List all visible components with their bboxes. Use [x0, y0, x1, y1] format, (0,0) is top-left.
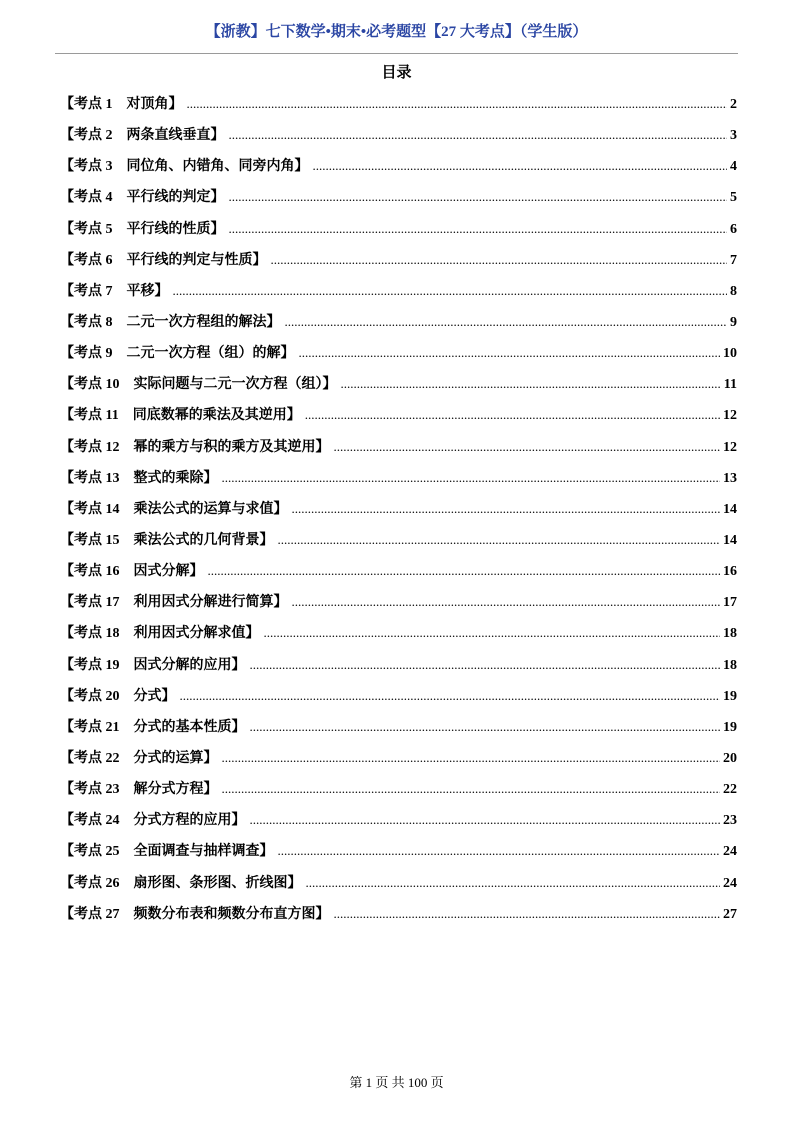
- toc-entry[interactable]: [60, 181, 737, 212]
- toc-entry-label: 【考点 11: [60, 408, 119, 424]
- toc-entry-page-number: 2: [730, 97, 737, 112]
- toc-entry[interactable]: [60, 524, 737, 555]
- toc-dot-leader: [250, 804, 721, 835]
- toc-entry-title: 幂的乘方与积的乘方及其逆用】: [133, 439, 330, 455]
- toc-entry[interactable]: [60, 711, 737, 742]
- toc-entry-label: 【考点 17: [60, 595, 120, 611]
- toc-dot-leader: [306, 867, 721, 898]
- toc-entry-label: 【考点 25: [60, 844, 120, 860]
- toc-entry-label: 【考点 13: [60, 470, 120, 486]
- toc-dot-leader: [285, 306, 728, 337]
- toc-entry-label: 【考点 27: [60, 906, 120, 922]
- toc-dot-leader: [250, 711, 721, 742]
- toc-entry-title: 平行线的判定与性质】: [126, 252, 267, 268]
- toc-entry[interactable]: [60, 150, 737, 181]
- toc-entry-title: 平行线的性质】: [126, 221, 225, 237]
- toc-entry-page-number: 12: [723, 439, 737, 455]
- toc-entry[interactable]: [60, 493, 737, 524]
- toc-entry-label: 【考点 14: [60, 501, 120, 517]
- toc-entry-title: 整式的乘除】: [133, 470, 218, 486]
- toc-entry-label: 【考点 19: [60, 657, 120, 673]
- toc-entry-label: 【考点 12: [60, 439, 120, 455]
- toc-dot-leader: [229, 213, 728, 244]
- toc-entry-label: 【考点 7: [60, 283, 113, 299]
- toc-entry-page-number: 6: [730, 221, 737, 237]
- toc-entry[interactable]: [60, 399, 737, 430]
- toc-entry-title: 解分式方程】: [133, 782, 218, 798]
- toc-entry-page-number: 17: [723, 595, 737, 611]
- toc-entry-title: 频数分布表和频数分布直方图】: [133, 906, 330, 922]
- toc-dot-leader: [292, 493, 721, 524]
- toc-entry-label: 【考点 26: [60, 875, 120, 891]
- toc-entry-page-number: 19: [723, 719, 737, 735]
- toc-entry-label: 【考点 2: [60, 128, 113, 144]
- toc-entry[interactable]: [60, 773, 737, 804]
- toc-entry-title: 两条直线垂直】: [126, 128, 225, 144]
- toc-entry-label: 【考点 20: [60, 688, 120, 704]
- toc-dot-leader: [341, 368, 721, 399]
- toc-heading: 目录: [381, 65, 412, 81]
- toc-dot-leader: [222, 773, 721, 804]
- toc-entry-label: 【考点 9: [60, 346, 113, 362]
- toc-entry-page-number: 19: [723, 688, 737, 704]
- toc-entry-title: 利用因式分解求值】: [133, 626, 260, 642]
- toc-entry-title: 因式分解的应用】: [133, 657, 246, 673]
- toc-entry[interactable]: [60, 306, 737, 337]
- toc-dot-leader: [229, 181, 728, 212]
- toc-dot-leader: [250, 649, 721, 680]
- toc-dot-leader: [180, 680, 721, 711]
- toc-entry-label: 【考点 18: [60, 626, 120, 642]
- toc-entry[interactable]: [60, 431, 737, 462]
- toc-entry-title: 对顶角】: [126, 97, 183, 112]
- toc-entry[interactable]: [60, 119, 737, 150]
- toc-entry-title: 同底数幂的乘法及其逆用】: [132, 408, 301, 424]
- toc-entry-title: 分式的基本性质】: [133, 719, 246, 735]
- toc-entry-page-number: 18: [723, 657, 737, 673]
- toc-entry-label: 【考点 1: [60, 97, 113, 112]
- toc-entry-title: 乘法公式的运算与求值】: [133, 501, 288, 517]
- toc-dot-leader: [292, 586, 721, 617]
- toc-entry[interactable]: [60, 213, 737, 244]
- document-header-title: 【浙教】七下数学•期末•必考题型【27 大考点】（学生版）: [205, 24, 588, 40]
- toc-entry-title: 分式方程的应用】: [133, 813, 246, 829]
- toc-entry-title: 二元一次方程组的解法】: [126, 314, 281, 330]
- toc-entry-label: 【考点 15: [60, 532, 120, 548]
- toc-entry-page-number: 23: [723, 813, 737, 829]
- toc-entry-page-number: 11: [723, 377, 737, 393]
- toc-entry-label: 【考点 8: [60, 314, 113, 330]
- toc-entry-page-number: 20: [723, 750, 737, 766]
- toc-entry[interactable]: [60, 835, 737, 866]
- toc-dot-leader: [334, 431, 721, 462]
- toc-entry-label: 【考点 6: [60, 252, 113, 268]
- toc-dot-leader: [334, 898, 721, 929]
- table-of-contents: [60, 88, 737, 929]
- toc-dot-leader: [264, 617, 721, 648]
- toc-entry[interactable]: [60, 275, 737, 306]
- toc-entry-page-number: 5: [730, 190, 737, 206]
- toc-entry-title: 实际问题与二元一次方程（组）】: [133, 377, 337, 393]
- toc-dot-leader: [313, 150, 728, 181]
- toc-entry-page-number: 24: [723, 875, 737, 891]
- toc-entry[interactable]: [60, 680, 737, 711]
- toc-entry[interactable]: [60, 804, 737, 835]
- toc-dot-leader: [278, 835, 721, 866]
- toc-entry-title: 因式分解】: [133, 564, 204, 580]
- toc-entry-page-number: 18: [723, 626, 737, 642]
- toc-dot-leader: [229, 119, 728, 150]
- toc-dot-leader: [222, 742, 721, 773]
- toc-entry-label: 【考点 16: [60, 564, 120, 580]
- toc-entry-page-number: 27: [723, 906, 737, 922]
- toc-entry-page-number: 9: [730, 314, 737, 330]
- toc-entry[interactable]: [60, 898, 737, 929]
- toc-entry-title: 二元一次方程（组）的解】: [126, 346, 295, 362]
- toc-entry-title: 扇形图、条形图、折线图】: [133, 875, 302, 891]
- toc-dot-leader: [222, 462, 721, 493]
- toc-entry-page-number: 4: [730, 159, 737, 175]
- toc-entry-title: 平移】: [126, 283, 169, 299]
- toc-dot-leader: [187, 88, 728, 119]
- toc-entry-page-number: 13: [723, 470, 737, 486]
- header-divider: [55, 53, 738, 54]
- toc-dot-leader: [278, 524, 721, 555]
- toc-entry-page-number: 24: [723, 844, 737, 860]
- toc-entry-title: 分式的运算】: [133, 750, 218, 766]
- toc-entry[interactable]: [60, 462, 737, 493]
- toc-entry-page-number: 8: [730, 283, 737, 299]
- toc-entry[interactable]: [60, 337, 737, 368]
- toc-dot-leader: [271, 244, 728, 275]
- toc-entry-page-number: 10: [723, 346, 737, 362]
- toc-entry-title: 同位角、内错角、同旁内角】: [126, 159, 309, 175]
- toc-entry-page-number: 3: [730, 128, 737, 144]
- toc-entry[interactable]: [60, 586, 737, 617]
- toc-entry-page-number: 22: [723, 782, 737, 798]
- toc-entry-page-number: 14: [723, 501, 737, 517]
- toc-entry[interactable]: [60, 649, 737, 680]
- toc-dot-leader: [208, 555, 721, 586]
- toc-dot-leader: [305, 399, 720, 430]
- toc-entry-title: 平行线的判定】: [126, 190, 225, 206]
- toc-entry-label: 【考点 24: [60, 813, 120, 829]
- toc-entry-page-number: 7: [730, 252, 737, 268]
- toc-entry-label: 【考点 23: [60, 782, 120, 798]
- toc-entry-title: 全面调查与抽样调查】: [133, 844, 274, 860]
- toc-entry[interactable]: [60, 617, 737, 648]
- toc-entry-title: 分式】: [133, 688, 176, 704]
- toc-entry[interactable]: [60, 555, 737, 586]
- toc-entry-title: 利用因式分解进行简算】: [133, 595, 288, 611]
- toc-entry[interactable]: [60, 88, 737, 119]
- toc-dot-leader: [173, 275, 728, 306]
- toc-entry-title: 乘法公式的几何背景】: [133, 532, 274, 548]
- toc-entry[interactable]: [60, 867, 737, 898]
- toc-entry[interactable]: [60, 368, 737, 399]
- toc-entry-page-number: 16: [723, 564, 737, 580]
- toc-entry[interactable]: [60, 742, 737, 773]
- toc-entry-label: 【考点 3: [60, 159, 113, 175]
- toc-entry-label: 【考点 10: [60, 377, 120, 393]
- toc-entry-label: 【考点 22: [60, 750, 120, 766]
- toc-entry-page-number: 14: [723, 532, 737, 548]
- toc-entry-label: 【考点 4: [60, 190, 113, 206]
- toc-dot-leader: [299, 337, 721, 368]
- toc-entry-label: 【考点 21: [60, 719, 120, 735]
- toc-entry-label: 【考点 5: [60, 221, 113, 237]
- page-footer: 第 1 页 共 100 页: [349, 1075, 444, 1090]
- toc-entry[interactable]: [60, 244, 737, 275]
- toc-entry-page-number: 12: [723, 408, 737, 424]
